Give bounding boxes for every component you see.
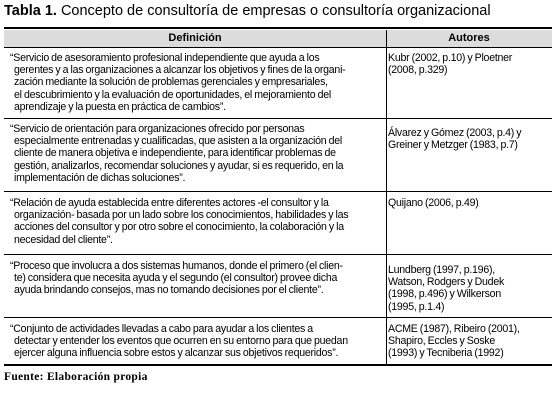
source-note: Fuente: Elaboración propia: [4, 371, 148, 383]
row-divider: [4, 118, 552, 119]
definition-cell: [10, 52, 382, 113]
header-definition: Definición: [168, 32, 222, 44]
author-line: Shapiro, Eccles y Soske: [388, 335, 495, 348]
author-line: ACME (1987), Ribeiro (2001),: [388, 323, 520, 335]
row-divider: [4, 317, 552, 318]
definition-line: gerentes y a las organizaciones a alcanzar los objetivos y fines de la organi-: [14, 64, 346, 77]
authors-cell: [388, 52, 548, 76]
definition-line: te) considera que necesita ayuda y el segundo (el consultor) provee dicha: [14, 272, 338, 285]
definition-cell: [10, 260, 382, 297]
definition-cell: [10, 123, 382, 184]
definition-line: ayuda brindando consejos, mas no tomando decisiones por el cliente”.: [14, 284, 324, 297]
table-title: Concepto de consultoría de empresas o consultoría organizacional: [60, 3, 491, 19]
table-top-rule: [4, 27, 552, 29]
author-line: (2008, p.329): [388, 64, 448, 77]
author-line: Greiner y Metzger (1983, p.7): [388, 139, 518, 152]
definition-line: zación mediante la solución de problemas gerenciales y empresariales,: [14, 76, 328, 89]
authors-cell: [388, 127, 548, 151]
author-line: (1995, p.1.4): [388, 300, 445, 313]
author-line: Watson, Rodgers y Dudek: [388, 276, 505, 289]
definition-line: “Servicio de asesoramiento profesional independiente que ayuda a los: [10, 52, 320, 64]
definition-line: acciones del consultor y por otro sobre el conocimiento, la colaboración y la: [14, 221, 344, 234]
definition-line: “Proceso que involucra a dos sistemas humanos, donde el primero (el clien-: [10, 260, 343, 272]
header-authors: Autores: [448, 32, 490, 44]
definition-line: necesidad del cliente”.: [14, 233, 113, 246]
author-line: Lundberg (1997, p.196),: [388, 264, 495, 276]
table-bottom-rule: [4, 364, 552, 366]
author-line: Kubr (2002, p.10) y Ploetner: [388, 52, 513, 64]
definition-line: el descubrimiento y la evaluación de oportunidades, el mejoramiento del: [14, 88, 331, 101]
definition-line: “Servicio de orientación para organizaciones ofrecido por personas: [10, 123, 305, 135]
definition-line: implementación de dichas soluciones”.: [14, 171, 186, 184]
definition-line: aprendizaje y la puesta en práctica de cambios”.: [14, 100, 226, 113]
authors-cell: [388, 197, 548, 209]
definition-line: especialmente entrenadas y cualificadas, que asisten a la organización del: [14, 135, 342, 148]
author-line: (1993) y Tecniberia (1992): [388, 347, 504, 360]
author-line: (1998, p.496) y Wilkerson: [388, 288, 501, 301]
table-caption: [4, 3, 552, 19]
authors-cell: [388, 264, 548, 313]
table-header: [4, 30, 552, 48]
definition-line: detectar y entender los eventos que ocurren en su entorno para que puedan: [14, 335, 348, 348]
definition-line: cliente de manera objetiva e independiente, para identificar problemas de: [14, 147, 336, 160]
table-number: Tabla 1.: [4, 3, 57, 19]
definition-line: “Relación de ayuda establecida entre diferentes actores -el consultor y la: [10, 197, 329, 209]
definition-line: “Conjunto de actividades llevadas a cabo para ayudar a los clientes a: [10, 323, 313, 335]
definition-cell: [10, 323, 382, 360]
row-divider: [4, 191, 552, 192]
row-divider: [4, 254, 552, 255]
authors-cell: [388, 323, 548, 360]
definition-line: gestión, analizarlos, recomendar soluciones y ayudar, si es requerido, en la: [14, 159, 344, 172]
definition-cell: [10, 197, 382, 246]
definition-line: organización- basada por un lado sobre los conocimientos, habilidades y las: [14, 209, 349, 222]
author-line: Quijano (2006, p.49): [388, 197, 479, 209]
definition-line: ejercer alguna influencia sobre estos y alcanzar sus objetivos requeridos”.: [14, 347, 339, 360]
author-line: Álvarez y Gómez (2003, p.4) y: [388, 127, 522, 139]
